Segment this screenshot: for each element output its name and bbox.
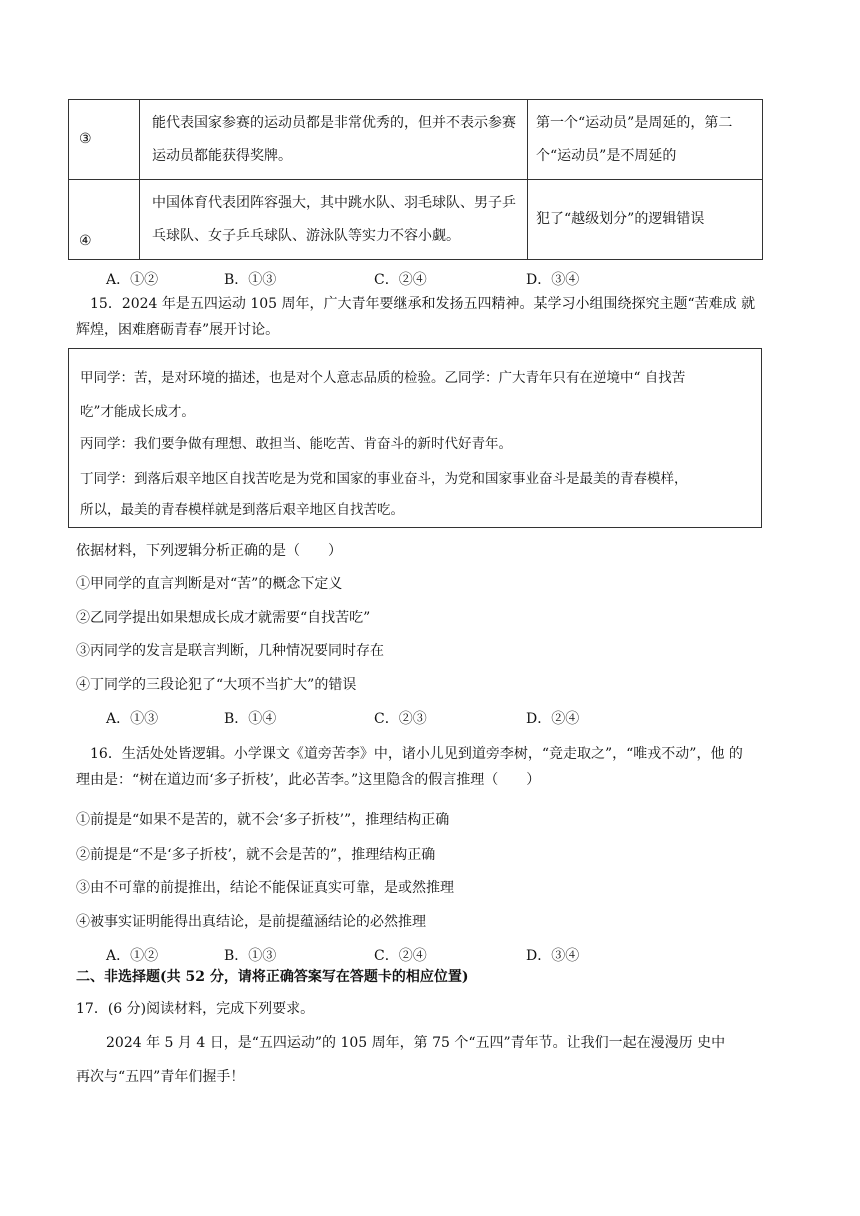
q16-choice: ③由不可靠的前提推出，结论不能保证真实可靠，是或然推理 — [76, 880, 454, 896]
q15-choice: ③丙同学的发言是联言判断，几种情况要同时存在 — [76, 643, 384, 659]
row-description: 能代表国家参赛的运动员都是非常优秀的，但并不表示参赛运动员都能获得奖牌。 — [140, 100, 528, 180]
q16-choice: ②前提是“不是‘多子折枝’，就不会是苦的”，推理结构正确 — [76, 847, 436, 863]
option-d[interactable]: D．③④ — [526, 948, 580, 964]
option-d[interactable]: D．②④ — [526, 711, 580, 727]
q15-choice: ④丁同学的三段论犯了“大项不当扩大”的错误 — [76, 677, 357, 693]
q16-stem-line-1: 16．生活处处皆逻辑。小学课文《道旁苦李》中，诸小儿见到道旁李树，“竞走取之”，“唯戎不动”，他 的 — [90, 746, 743, 762]
q15-choice: ①甲同学的直言判断是对“苦”的概念下定义 — [76, 576, 343, 592]
row-explanation: 第一个“运动员”是周延的，第二个“运动员”是不周延的 — [528, 100, 763, 180]
table-row — [69, 100, 763, 180]
table-row — [69, 180, 763, 260]
row-number: ③ — [69, 100, 140, 180]
q15-choice: ②乙同学提出如果想成长成才就需要“自找苦吃” — [76, 610, 371, 626]
material-line: 丙同学：我们要争做有理想、敢担当、能吃苦、肯奋斗的新时代好青年。 — [80, 436, 512, 452]
q15-question: 依据材料，下列逻辑分析正确的是（ ） — [76, 543, 342, 559]
option-d[interactable]: D．③④ — [526, 272, 580, 288]
option-b[interactable]: B．①④ — [224, 711, 277, 727]
q16-choice: ④被事实证明能得出真结论，是前提蕴涵结论的必然推理 — [76, 914, 426, 930]
material-line: 所以，最美的青春模样就是到落后艰辛地区自找苦吃。 — [80, 502, 404, 518]
q16-choice: ①前提是“如果不是苦的，就不会‘多子折枝’”，推理结构正确 — [76, 812, 450, 828]
q15-stem-line-1: 15．2024 年是五四运动 105 周年，广大青年要继承和发扬五四精神。某学习小组围绕探究主题“苦难成 就 — [90, 296, 756, 312]
row-description: 中国体育代表团阵容强大，其中跳水队、羽毛球队、男子乒乓球队、女子乒乓球队、游泳队等实力不容小觑。 — [140, 180, 528, 260]
option-c[interactable]: C．②④ — [374, 272, 427, 288]
option-b[interactable]: B．①③ — [224, 272, 277, 288]
section-heading: 二、非选择题(共 52 分，请将正确答案写在答题卡的相应位置) — [76, 969, 469, 985]
q17-stem: 17．(6 分)阅读材料，完成下列要求。 — [76, 1001, 315, 1017]
q17-paragraph-line-1: 2024 年 5 月 4 日，是“五四运动”的 105 周年，第 75 个“五四”青年节。让我们一起在漫漫历 史中 — [106, 1035, 726, 1051]
option-c[interactable]: C．②④ — [374, 948, 427, 964]
option-b[interactable]: B．①③ — [224, 948, 277, 964]
material-line: 吃”才能成长成才。 — [80, 404, 195, 420]
material-box — [68, 348, 762, 528]
material-line: 丁同学：到落后艰辛地区自找苦吃是为党和国家的事业奋斗，为党和国家事业奋斗是最美的青春模样， — [80, 471, 688, 487]
option-a[interactable]: A．①② — [106, 948, 159, 964]
q16-stem-line-2: 理由是：“树在道边而‘多子折枝’，此必苦李。”这里隐含的假言推理（ ） — [76, 772, 541, 788]
comparison-table — [68, 99, 763, 260]
row-explanation: 犯了“越级划分”的逻辑错误 — [528, 180, 763, 260]
row-number: ④ — [69, 180, 140, 260]
option-a[interactable]: A．①② — [106, 272, 159, 288]
material-line: 甲同学：苦，是对环境的描述，也是对个人意志品质的检验。乙同学：广大青年只有在逆境中“ 自找苦 — [80, 370, 686, 386]
option-c[interactable]: C．②③ — [374, 711, 427, 727]
q17-paragraph-line-2: 再次与“五四”青年们握手！ — [76, 1069, 245, 1085]
option-a[interactable]: A．①③ — [106, 711, 159, 727]
q15-stem-line-2: 辉煌，困难磨砺青春”展开讨论。 — [76, 322, 280, 338]
